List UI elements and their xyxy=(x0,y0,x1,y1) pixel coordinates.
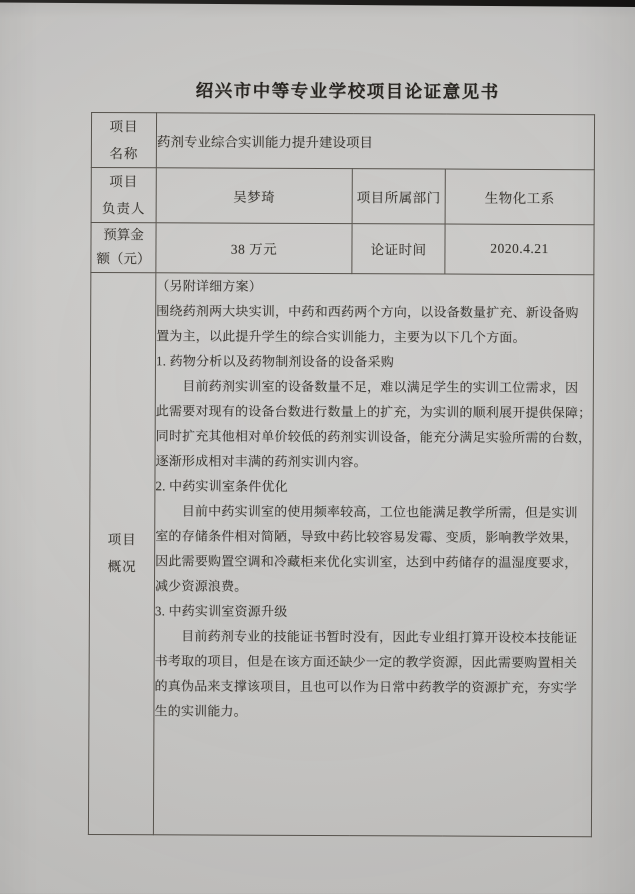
overview-line: 置为主，以此提升学生的综合实训能力，主要为以下几个方面。 xyxy=(156,327,526,345)
overview-line: 减少资源浪费。 xyxy=(154,577,248,594)
overview-label: 项目 概况 xyxy=(88,272,155,834)
project-review-form-table xyxy=(88,112,595,837)
row-leader-department xyxy=(91,168,594,225)
project-name-label: 项目 名称 xyxy=(91,113,156,168)
overview-line: 逐渐形成相对丰满的药剂实训内容。 xyxy=(155,452,367,469)
leader-value: 吴梦琦 xyxy=(156,168,352,224)
row-overview xyxy=(88,272,593,836)
overview-line: 1. 药物分析以及药物制剂设备的设备采购 xyxy=(155,352,395,369)
budget-label: 预算金 额（元） xyxy=(91,223,156,273)
overview-line: 此需要对现有的设备台数进行数量上的扩充，为实训的顺利展开提供保障； xyxy=(155,402,592,420)
overview-line: 室的存储条件相对简陋，导致中药比较容易发霉、变质，影响教学效果， xyxy=(155,527,578,545)
overview-line: 目前药剂专业的技能证书暂时没有，因此专业组打算开设校本技能证 xyxy=(154,627,578,645)
department-label: 项目所属部门 xyxy=(352,169,445,224)
row-project-name xyxy=(91,113,594,170)
row-budget-date xyxy=(91,223,594,275)
page-title: 绍兴市中等专业学校项目论证意见书 xyxy=(195,80,500,102)
overview-line: 目前药剂实训室的设备数量不足，难以满足学生的实训工位需求，因 xyxy=(155,377,579,395)
review-date-value: 2020.4.21 xyxy=(445,224,594,274)
overview-line: （另附详细方案） xyxy=(156,277,262,294)
project-name-value: 药剂专业综合实训能力提升建设项目 xyxy=(156,113,594,170)
overview-text xyxy=(153,272,593,836)
overview-line: 2. 中药实训室条件优化 xyxy=(155,477,288,494)
budget-value: 38 万元 xyxy=(156,223,352,273)
overview-line: 因此需要购置空调和冷藏柜来优化实训室，达到中药储存的温湿度要求， xyxy=(155,552,578,570)
review-date-label: 论证时间 xyxy=(352,224,445,274)
overview-line: 目前中药实训室的使用频率较高，工位也能满足教学所需，但是实训 xyxy=(155,502,578,520)
overview-line: 的真伪品来支撑该项目，且也可以作为日常中药教学的资源扩充，夯实学 xyxy=(154,677,578,695)
overview-line: 3. 中药实训室资源升级 xyxy=(154,602,288,619)
overview-line: 生的实训能力。 xyxy=(154,702,247,719)
department-value: 生物化工系 xyxy=(445,169,594,225)
leader-label: 项目 负责人 xyxy=(91,168,156,223)
overview-line: 同时扩充其他相对单价较低的药剂实训设备，能充分满足实验所需的台数， xyxy=(155,427,592,445)
overview-line: 书考取的项目，但是在该方面还缺少一定的教学资源，因此需要购置相关 xyxy=(154,652,578,670)
overview-line: 围绕药剂两大块实训，中药和西药两个方向，以设备数量扩充、新设备购 xyxy=(156,302,579,320)
